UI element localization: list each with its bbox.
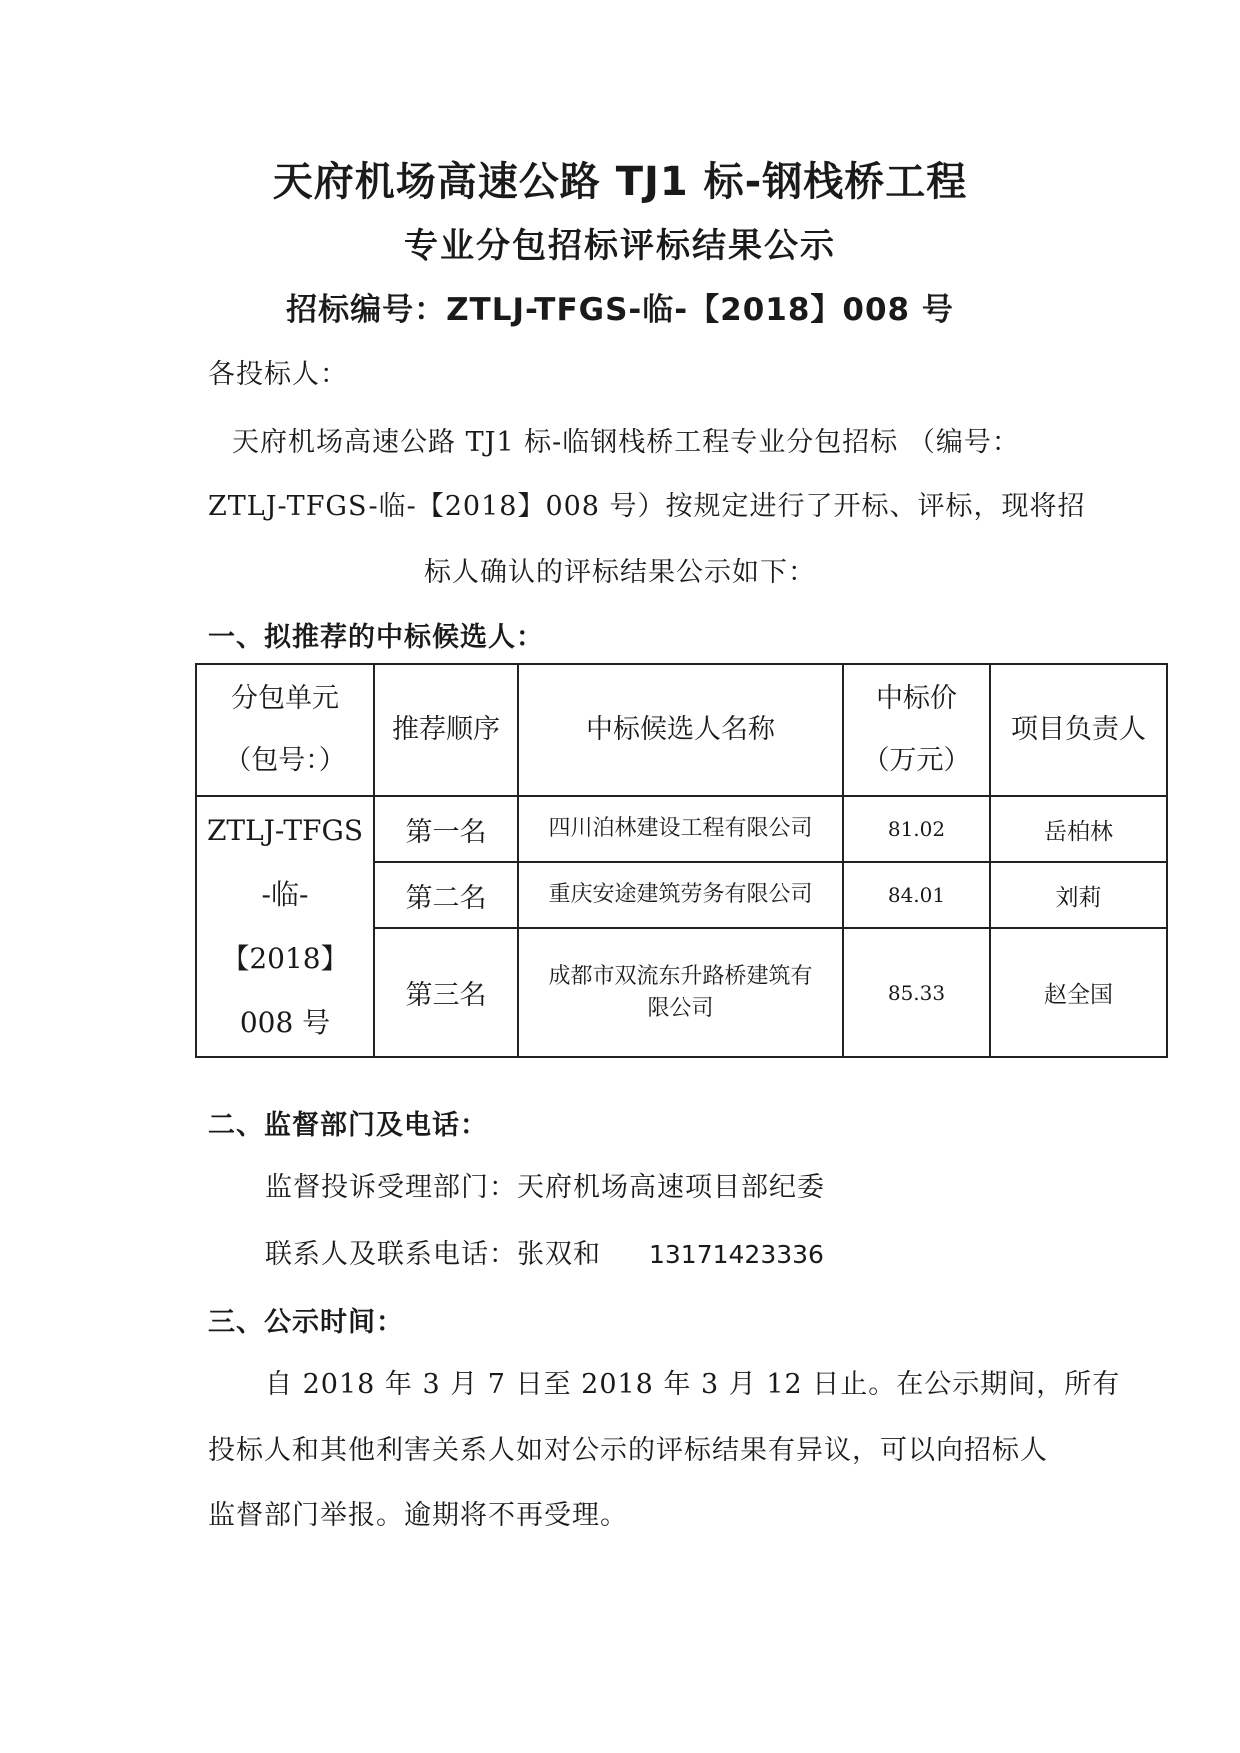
document-subtitle: 专业分包招标评标结果公示 bbox=[404, 226, 836, 266]
candidate-line1: 成都市双流东升路桥建筑有 bbox=[548, 963, 813, 989]
candidates-table bbox=[195, 663, 1168, 1058]
manager-cell: 赵全国 bbox=[990, 928, 1167, 1057]
package-cell bbox=[196, 796, 374, 1057]
notice-line-2: 投标人和其他利害关系人如对公示的评标结果有异议，可以向招标人 bbox=[208, 1435, 1048, 1466]
contact-label: 联系人及联系电话：张双和 bbox=[265, 1239, 601, 1270]
header-package-line1: 分包单元 bbox=[231, 683, 339, 714]
header-price-line1: 中标价 bbox=[876, 683, 957, 714]
notice-line-3: 监督部门举报。逾期将不再受理。 bbox=[208, 1500, 628, 1531]
greeting: 各投标人： bbox=[208, 359, 348, 390]
package-line2: -临- bbox=[261, 877, 309, 911]
header-price-line2: （万元） bbox=[862, 745, 971, 776]
candidate-cell: 四川泊林建设工程有限公司 bbox=[518, 796, 843, 862]
section-1-heading: 一、拟推荐的中标候选人： bbox=[208, 622, 544, 653]
notice-line-1: 自 2018 年 3 月 7 日至 2018 年 3 月 12 日止。在公示期间，所有 bbox=[265, 1369, 1121, 1400]
section-3-heading: 三、公示时间： bbox=[208, 1307, 404, 1338]
document-title: 天府机场高速公路 TJ1 标-钢栈桥工程 bbox=[272, 159, 968, 205]
intro-line-1: 天府机场高速公路 TJ1 标-临钢栈桥工程专业分包招标 （编号： bbox=[232, 427, 1020, 458]
rank-cell: 第一名 bbox=[374, 796, 518, 862]
table-header-row bbox=[196, 664, 1167, 796]
package-line3: 【2018】 bbox=[221, 941, 349, 975]
price-cell: 84.01 bbox=[843, 862, 990, 928]
price-cell: 81.02 bbox=[843, 796, 990, 862]
header-manager: 项目负责人 bbox=[990, 664, 1167, 796]
header-package-line2: （包号：） bbox=[224, 745, 346, 776]
rank-cell: 第二名 bbox=[374, 862, 518, 928]
candidate-cell bbox=[518, 928, 843, 1057]
supervision-department: 监督投诉受理部门：天府机场高速项目部纪委 bbox=[265, 1172, 825, 1203]
section-2-heading: 二、监督部门及电话： bbox=[208, 1110, 488, 1141]
tender-number: 招标编号：ZTLJ-TFGS-临-【2018】008 号 bbox=[286, 292, 954, 328]
header-price bbox=[843, 664, 990, 796]
table-row bbox=[196, 796, 1167, 862]
contact-phone: 13171423336 bbox=[649, 1240, 824, 1269]
manager-cell: 岳柏林 bbox=[990, 796, 1167, 862]
header-rank: 推荐顺序 bbox=[374, 664, 518, 796]
candidate-line2: 限公司 bbox=[647, 995, 714, 1021]
intro-line-2: ZTLJ-TFGS-临-【2018】008 号）按规定进行了开标、评标，现将招 bbox=[208, 491, 1086, 522]
manager-cell: 刘莉 bbox=[990, 862, 1167, 928]
candidate-cell: 重庆安途建筑劳务有限公司 bbox=[518, 862, 843, 928]
header-package bbox=[196, 664, 374, 796]
intro-line-3: 标人确认的评标结果公示如下： bbox=[424, 557, 816, 588]
package-line1: ZTLJ-TFGS bbox=[206, 813, 364, 847]
package-line4: 008 号 bbox=[239, 1005, 331, 1039]
rank-cell: 第三名 bbox=[374, 928, 518, 1057]
contact-line bbox=[265, 1232, 824, 1271]
header-candidate: 中标候选人名称 bbox=[518, 664, 843, 796]
price-cell: 85.33 bbox=[843, 928, 990, 1057]
